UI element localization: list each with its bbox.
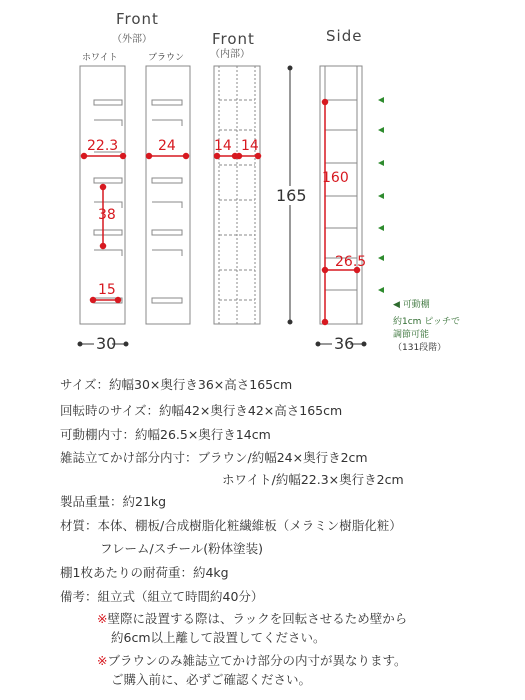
brown-unit-drawing <box>146 66 190 324</box>
spec-load: 棚1枚あたりの耐荷重：約4kg <box>60 565 229 580</box>
spec-frame: フレーム/スチール(粉体塗装) <box>100 541 263 556</box>
brown-label: ブラウン <box>148 53 185 63</box>
front-inner-subtitle: （内部） <box>210 49 250 60</box>
note-line: 壁際に設置する際は、ラックを回転させるため壁から <box>107 611 408 626</box>
side-title: Side <box>326 27 363 45</box>
dim-15: 15 <box>98 282 116 298</box>
dim-14-left: 14 <box>214 138 232 154</box>
dim-14-right: 14 <box>241 138 259 154</box>
dim-26-5: 26.5 <box>335 254 367 270</box>
note-mark: ※ <box>97 611 108 626</box>
dim-22-3: 22.3 <box>87 138 119 154</box>
inner-unit-drawing <box>214 66 260 324</box>
legend-line-1: ◀ 可動棚 <box>393 300 430 310</box>
legend-line-4: （131段階） <box>393 343 447 353</box>
dim-38: 38 <box>98 207 116 223</box>
note-line: ブラウンのみ雑誌立てかけ部分の内寸が異なります。 <box>107 653 407 668</box>
spec-shelf-inner: 可動棚内寸：約幅26.5×奥行き14cm <box>60 427 271 442</box>
shelf-legend <box>393 299 460 355</box>
spec-material: 材質：本体、棚板/合成樹脂化粧繊維板（メラミン樹脂化粧） <box>60 518 402 533</box>
note-line: ご購入前に、必ずご確認ください。 <box>111 672 312 687</box>
dim-160: 160 <box>322 170 349 186</box>
spec-rotation-size: 回転時のサイズ：約幅42×奥行き42×高さ165cm <box>60 403 343 418</box>
dim-165: 165 <box>276 186 307 205</box>
front-inner-title: Front <box>212 30 255 48</box>
spec-magazine-white: ホワイト/約幅22.3×奥行き2cm <box>222 472 404 487</box>
bottom-dimension-lines <box>78 342 366 346</box>
legend-line-3: 調節可能 <box>393 330 430 340</box>
front-outer-title: Front <box>116 10 159 28</box>
spec-magazine-brown: 雑誌立てかけ部分内寸：ブラウン/約幅24×奥行き2cm <box>60 450 368 465</box>
red-dimension-lines <box>82 100 360 325</box>
white-label: ホワイト <box>82 53 118 63</box>
dim-30: 30 <box>96 334 117 353</box>
spec-size: サイズ：約幅30×奥行き36×高さ165cm <box>60 377 293 392</box>
spec-remarks: 備考：組立式（組立て時間約40分） <box>60 589 264 604</box>
note-brown-diff <box>97 651 517 689</box>
movable-shelf-markers <box>378 97 384 293</box>
dim-36: 36 <box>334 334 355 353</box>
spec-weight: 製品重量：約21kg <box>60 494 167 509</box>
legend-line-2: 約1cm ピッチで <box>393 317 460 327</box>
dim-24: 24 <box>158 138 176 154</box>
note-line: 約6cm以上離して設置してください。 <box>111 630 326 645</box>
note-mark: ※ <box>97 653 108 668</box>
front-outer-subtitle: （外部） <box>112 34 152 45</box>
note-wall-distance <box>97 609 517 647</box>
